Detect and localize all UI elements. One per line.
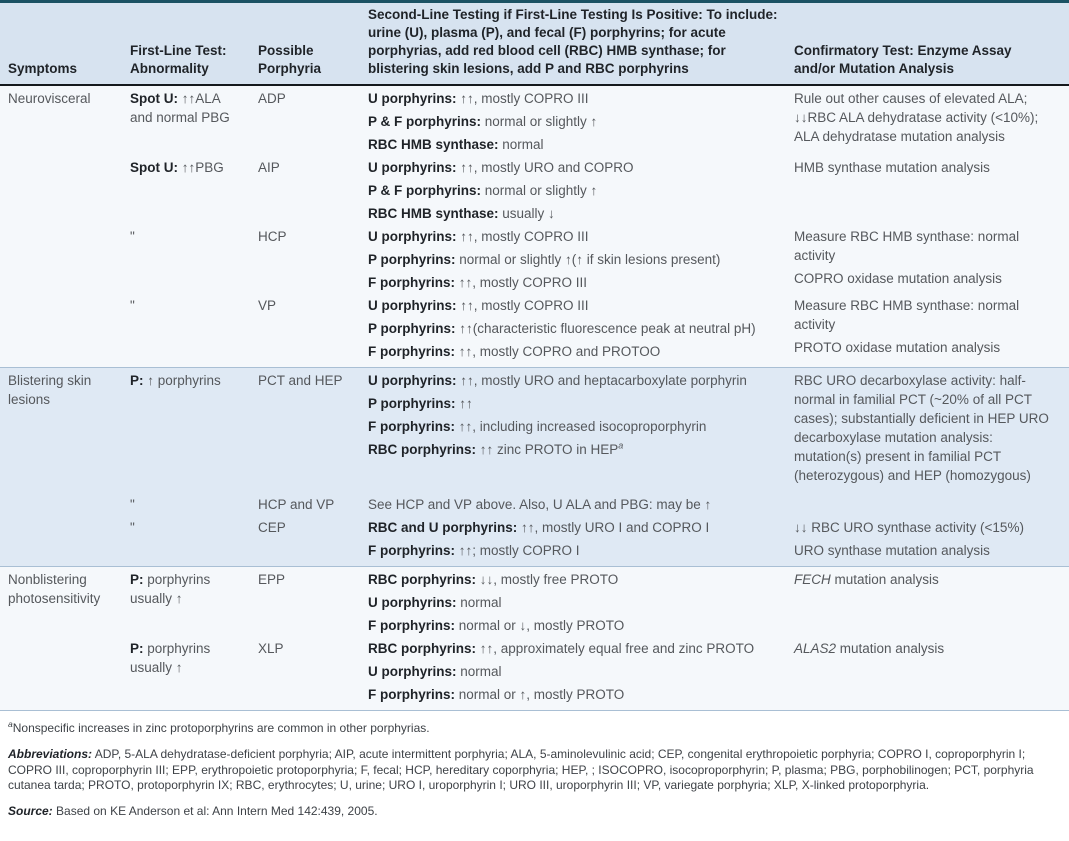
cell-symptoms bbox=[8, 227, 130, 296]
table-row bbox=[0, 518, 1069, 564]
porphyria-name: PCT and HEP bbox=[258, 373, 343, 388]
second-line-finding: U porphyrins: ↑↑, mostly COPRO III bbox=[368, 91, 589, 106]
cell-possible-porphyria bbox=[258, 518, 368, 564]
symptom-label: Blistering skin lesions bbox=[8, 373, 92, 407]
first-line-test-text: " bbox=[130, 229, 135, 244]
second-line-finding: P & F porphyrins: normal or slightly ↑ bbox=[368, 114, 598, 129]
column-header-symptoms: Symptoms bbox=[8, 61, 78, 76]
source-text: Based on KE Anderson et al: Ann Intern Med 142:439, 2005. bbox=[52, 803, 378, 818]
cell-possible-porphyria bbox=[258, 495, 368, 518]
cell-symptoms bbox=[8, 158, 130, 227]
column-header-possible-porphyria: Possible Porphyria bbox=[258, 43, 322, 76]
cell-second-line-testing bbox=[368, 495, 794, 518]
cell-symptoms bbox=[8, 639, 130, 708]
porphyria-name: ADP bbox=[258, 91, 286, 106]
cell-confirmatory-test bbox=[794, 495, 1061, 518]
first-line-test-text: Spot U: ↑↑ALA and normal PBG bbox=[130, 91, 230, 125]
confirmatory-test-text: Measure RBC HMB synthase: normal activity bbox=[794, 298, 1020, 332]
cell-second-line-testing bbox=[368, 639, 794, 708]
confirmatory-test-text: PROTO oxidase mutation analysis bbox=[794, 340, 1001, 355]
cell-possible-porphyria bbox=[258, 227, 368, 296]
column-header-second-line-testing: Second-Line Testing if First-Line Testing Is Positive: To include: urine (U), plasma (P), and fecal (F) porphyrins; for acute porphyrias, add red blood cell (RBC) HMB synthase; for blistering skin lesions, add P and RBC porphyrins bbox=[368, 7, 778, 76]
cell-first-line-test bbox=[130, 639, 258, 708]
confirmatory-test-text: HMB synthase mutation analysis bbox=[794, 160, 990, 175]
second-line-finding: F porphyrins: normal or ↓, mostly PROTO bbox=[368, 618, 625, 633]
first-line-test-text: " bbox=[130, 497, 135, 512]
second-line-finding: See HCP and VP above. Also, U ALA and PBG: may be ↑ bbox=[368, 497, 712, 512]
cell-confirmatory-test bbox=[794, 518, 1061, 564]
first-line-test-text: P: ↑ porphyrins bbox=[130, 373, 221, 388]
source-note bbox=[8, 804, 1059, 819]
second-line-finding: P porphyrins: ↑↑ bbox=[368, 396, 473, 411]
second-line-finding: RBC porphyrins: ↑↑ zinc PROTO in HEP$^a$ bbox=[368, 440, 624, 457]
second-line-finding: RBC HMB synthase: usually ↓ bbox=[368, 206, 555, 221]
cell-confirmatory-test bbox=[794, 296, 1061, 365]
table-row bbox=[0, 158, 1069, 227]
footnote-a bbox=[8, 721, 1059, 736]
porphyria-name: AIP bbox=[258, 160, 280, 175]
cell-first-line-test bbox=[130, 518, 258, 564]
second-line-finding: U porphyrins: ↑↑, mostly URO and COPRO bbox=[368, 160, 634, 175]
cell-first-line-test bbox=[130, 495, 258, 518]
second-line-finding: RBC porphyrins: ↓↓, mostly free PROTO bbox=[368, 572, 619, 587]
table-row bbox=[0, 639, 1069, 708]
first-line-test-text: " bbox=[130, 520, 135, 535]
porphyria-name: EPP bbox=[258, 572, 286, 587]
table-section bbox=[0, 86, 1069, 367]
confirmatory-test-text: COPRO oxidase mutation analysis bbox=[794, 271, 1002, 286]
cell-first-line-test bbox=[130, 570, 258, 639]
footnote-a-text: Nonspecific increases in zinc protoporphyrins are common in other porphyrias. bbox=[12, 721, 430, 735]
second-line-finding: F porphyrins: ↑↑, mostly COPRO and PROTOO bbox=[368, 344, 661, 359]
abbreviations-label: Abbreviations: bbox=[8, 747, 93, 761]
cell-second-line-testing bbox=[368, 158, 794, 227]
cell-second-line-testing bbox=[368, 518, 794, 564]
cell-possible-porphyria bbox=[258, 371, 368, 489]
cell-confirmatory-test bbox=[794, 89, 1061, 158]
second-line-finding: P porphyrins: normal or slightly ↑(↑ if skin lesions present) bbox=[368, 252, 721, 267]
column-header-confirmatory-test: Confirmatory Test: Enzyme Assay and/or Mutation Analysis bbox=[794, 43, 1012, 76]
table-section bbox=[0, 367, 1069, 566]
symptom-label: Neurovisceral bbox=[8, 91, 91, 106]
second-line-finding: F porphyrins: normal or ↑, mostly PROTO bbox=[368, 687, 625, 702]
cell-second-line-testing bbox=[368, 227, 794, 296]
second-line-finding: P & F porphyrins: normal or slightly ↑ bbox=[368, 183, 598, 198]
porphyria-name: VP bbox=[258, 298, 277, 313]
second-line-finding: U porphyrins: normal bbox=[368, 664, 502, 679]
second-line-finding: RBC and U porphyrins: ↑↑, mostly URO I and COPRO I bbox=[368, 520, 710, 535]
cell-symptoms bbox=[8, 518, 130, 564]
cell-possible-porphyria bbox=[258, 639, 368, 708]
second-line-finding: U porphyrins: ↑↑, mostly COPRO III bbox=[368, 298, 589, 313]
porphyria-name: XLP bbox=[258, 641, 284, 656]
table-section bbox=[0, 566, 1069, 710]
footnotes bbox=[0, 711, 1069, 819]
cell-first-line-test bbox=[130, 227, 258, 296]
first-line-test-text: P: porphyrins usually ↑ bbox=[130, 641, 211, 675]
cell-confirmatory-test bbox=[794, 639, 1061, 708]
cell-symptoms bbox=[8, 495, 130, 518]
column-header-first-line-test: First-Line Test: Abnormality bbox=[130, 43, 227, 76]
confirmatory-test-text: ↓↓ RBC URO synthase activity (<15%) bbox=[794, 520, 1024, 535]
second-line-finding: F porphyrins: ↑↑, mostly COPRO III bbox=[368, 275, 588, 290]
first-line-test-text: Spot U: ↑↑PBG bbox=[130, 160, 224, 175]
table-row bbox=[0, 296, 1069, 365]
confirmatory-test-text: Rule out other causes of elevated ALA; ↓↓RBC ALA dehydratase activity (<10%); ALA dehydratase mutation analysis bbox=[794, 91, 1039, 144]
cell-symptoms bbox=[8, 570, 130, 639]
cell-second-line-testing bbox=[368, 371, 794, 489]
second-line-finding: U porphyrins: ↑↑, mostly URO and heptacarboxylate porphyrin bbox=[368, 373, 747, 388]
confirmatory-test-text: URO synthase mutation analysis bbox=[794, 543, 990, 558]
second-line-finding: U porphyrins: ↑↑, mostly COPRO III bbox=[368, 229, 589, 244]
table-body bbox=[0, 86, 1069, 710]
first-line-test-text: " bbox=[130, 298, 135, 313]
second-line-finding: U porphyrins: normal bbox=[368, 595, 502, 610]
cell-second-line-testing bbox=[368, 89, 794, 158]
confirmatory-test-text: ALAS2 mutation analysis bbox=[794, 641, 945, 656]
porphyria-name: HCP bbox=[258, 229, 287, 244]
footnote-a-marker: a bbox=[8, 719, 13, 729]
cell-possible-porphyria bbox=[258, 296, 368, 365]
second-line-finding: RBC HMB synthase: normal bbox=[368, 137, 544, 152]
table-row bbox=[0, 570, 1069, 639]
cell-first-line-test bbox=[130, 89, 258, 158]
confirmatory-test-text: RBC URO decarboxylase activity: half-normal in familial PCT (~20% of all PCT cases); substantially deficient in HEP URO decarboxylase mutation analysis: mutation(s) present in familial PCT (heterozygous) and HEP (homozygous) bbox=[794, 373, 1049, 483]
table-row bbox=[0, 227, 1069, 296]
table-row bbox=[0, 89, 1069, 158]
cell-confirmatory-test bbox=[794, 371, 1061, 489]
cell-confirmatory-test bbox=[794, 227, 1061, 296]
cell-symptoms bbox=[8, 296, 130, 365]
second-line-finding: F porphyrins: ↑↑, including increased isocoproporphyrin bbox=[368, 419, 707, 434]
cell-second-line-testing bbox=[368, 296, 794, 365]
confirmatory-test-text: Measure RBC HMB synthase: normal activity bbox=[794, 229, 1020, 263]
cell-confirmatory-test bbox=[794, 570, 1061, 639]
second-line-finding: F porphyrins: ↑↑; mostly COPRO I bbox=[368, 543, 580, 558]
porphyria-name: CEP bbox=[258, 520, 286, 535]
cell-first-line-test bbox=[130, 371, 258, 489]
cell-possible-porphyria bbox=[258, 158, 368, 227]
source-label: Source: bbox=[8, 803, 53, 818]
table-row bbox=[0, 371, 1069, 489]
second-line-finding: P porphyrins: ↑↑(characteristic fluorescence peak at neutral pH) bbox=[368, 321, 756, 336]
confirmatory-test-text: FECH mutation analysis bbox=[794, 572, 939, 587]
cell-symptoms bbox=[8, 371, 130, 489]
cell-possible-porphyria bbox=[258, 89, 368, 158]
cell-possible-porphyria bbox=[258, 570, 368, 639]
cell-first-line-test bbox=[130, 296, 258, 365]
cell-first-line-test bbox=[130, 158, 258, 227]
cell-symptoms bbox=[8, 89, 130, 158]
abbreviations-note bbox=[8, 747, 1059, 794]
cell-confirmatory-test bbox=[794, 158, 1061, 227]
table-row bbox=[0, 495, 1069, 518]
table-header-row bbox=[0, 3, 1069, 86]
porphyria-name: HCP and VP bbox=[258, 497, 335, 512]
second-line-finding: RBC porphyrins: ↑↑, approximately equal free and zinc PROTO bbox=[368, 641, 755, 656]
abbreviations-text: ADP, 5-ALA dehydratase-deficient porphyria; AIP, acute intermittent porphyria; ALA, 5-aminolevulinic acid; CEP, congenital erythropoietic porphyria; COPRO I, coproporphyrin I; COPRO III, coproporphyrin III; EPP, erythropoietic protoporphyria; F, fecal; HCP, hereditary coporphyria; HEP, ; ISOCOPRO, isocoproporphyrin; P, plasma; PBG, porphobilinogen; PCT, porphyria cutanea tarda; PROTO, protoporphyrin IX; RBC, erythrocytes; U, urine; URO I, uroporphyrin I; URO III, uroporphyrin III; VP, variegate porphyria; XLP, X-linked protoporphyria. bbox=[8, 747, 1034, 792]
first-line-test-text: P: porphyrins usually ↑ bbox=[130, 572, 211, 606]
cell-second-line-testing bbox=[368, 570, 794, 639]
symptom-label: Nonblistering photosensitivity bbox=[8, 572, 101, 606]
